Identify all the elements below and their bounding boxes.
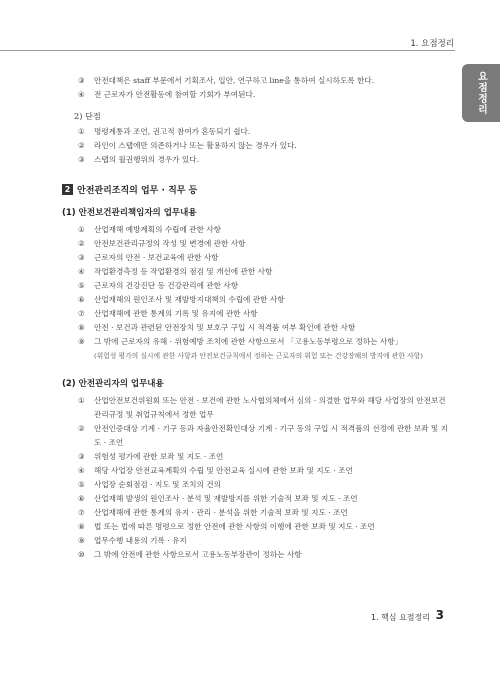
section-number-badge: 2 xyxy=(62,184,73,195)
list-item: ④ 해당 사업장 안전교육계획의 수립 및 안전교육 실시에 관한 보좌 및 지도 · 조언 xyxy=(78,466,353,475)
list-item: ⑤ 근로자의 건강진단 등 건강관리에 관한 사항 xyxy=(78,281,239,290)
list-item: ⑥ 산업재해 발생의 원인조사 · 분석 및 재발방지를 위한 기술적 보좌 및 지도 · 조언 xyxy=(78,494,358,503)
header-title: 1. 요점정리 xyxy=(410,39,454,49)
section-title: 안전관리조직의 업무 · 직무 등 xyxy=(77,186,198,196)
list-item: ① 명령계통과 조언, 권고적 참여가 혼동되기 쉽다. xyxy=(78,127,251,136)
page-number: 3 xyxy=(435,608,444,622)
list-item: ④ 전 근로자가 안전활동에 참여할 기회가 부여된다. xyxy=(78,90,256,99)
list-item: ⑦ 산업재해에 관한 통계의 유지 · 관리 · 분석을 위한 기술적 보좌 및 지도 · 조언 xyxy=(78,508,348,517)
side-tab-label: 요점정리 xyxy=(475,71,487,115)
list-item: ④ 작업환경측정 등 작업환경의 점검 및 개선에 관한 사항 xyxy=(78,267,273,276)
list-item: ⑩ 그 밖에 안전에 관한 사항으로서 고용노동부장관이 정하는 사항 xyxy=(78,550,302,559)
list-item: ⑧ 안전 · 보건과 관련된 안전장치 및 보호구 구입 시 적격품 여부 확인에 관한 사항 xyxy=(78,323,356,332)
list-item: ⑨ 업무수행 내용의 기록 · 유지 xyxy=(78,536,187,545)
list-item: ② 안전보건관리규정의 작성 및 변경에 관한 사항 xyxy=(78,239,246,248)
list-item: ② 라인이 스탭에만 의존하거나 또는 활용하지 않는 경우가 있다. xyxy=(78,141,297,150)
list-item: ③ 위험성 평가에 관한 보좌 및 지도 · 조언 xyxy=(78,452,224,461)
list-item: ② 안전인증대상 기계 · 기구 등과 자율안전확인대상 기계 · 기구 등의 구입 시 적격품의 선정에 관한 보좌 및 지도 · 조언 xyxy=(78,424,448,447)
list-item: ⑤ 사업장 순회점검 · 지도 및 조치의 건의 xyxy=(78,480,221,489)
header-divider xyxy=(0,50,455,51)
footer-label: 1. 핵심 요점정리 xyxy=(370,613,430,622)
list-item: ⑦ 산업재해에 관한 통계의 기록 및 유지에 관한 사항 xyxy=(78,309,258,318)
list-item: ⑧ 법 또는 법에 따른 명령으로 정한 안전에 관한 사항의 이행에 관한 보좌 및 지도 · 조언 xyxy=(78,522,375,531)
list-item: ① 산업재해 예방계획의 수립에 관한 사항 xyxy=(78,225,222,234)
subsection-heading: (2) 안전관리자의 업무내용 xyxy=(62,379,164,389)
list-item: ⑥ 산업재해의 원인조사 및 재발방지대책의 수립에 관한 사항 xyxy=(78,295,285,304)
list-item: ③ 스탭의 월권행위의 경우가 있다. xyxy=(78,155,200,164)
list-item: ⑨ 그 밖에 근로자의 유해 · 위험예방 조치에 관한 사항으로서 「고용노동부령으로 정하는 사항」 xyxy=(78,337,403,346)
disadvantage-heading: 2) 단점 xyxy=(74,111,101,121)
list-item: ① 산업안전보건위원회 또는 안전 · 보건에 관한 노사협의체에서 심의 · 의결한 업무와 해당 사업장의 안전보건관리규정 및 취업규칙에서 정한 업무 xyxy=(78,396,446,419)
list-item: ③ 근로자의 안전 · 보건교육에 관한 사항 xyxy=(78,253,219,262)
page-content xyxy=(62,74,450,562)
subsection-heading: (1) 안전보건관리책임자의 업무내용 xyxy=(62,208,197,218)
list-item: ③ 안전대책은 staff 부문에서 기획조사, 입안, 연구하고 line을 통하여 실시하도록 한다. xyxy=(78,76,375,85)
side-tab[interactable] xyxy=(462,64,500,122)
section-heading xyxy=(62,183,450,196)
note-text: (위험성 평가의 실시에 관한 사항과 안전보건규칙에서 정하는 근로자의 위험 또는 건강장해의 방지에 관한 사항) xyxy=(94,352,423,360)
